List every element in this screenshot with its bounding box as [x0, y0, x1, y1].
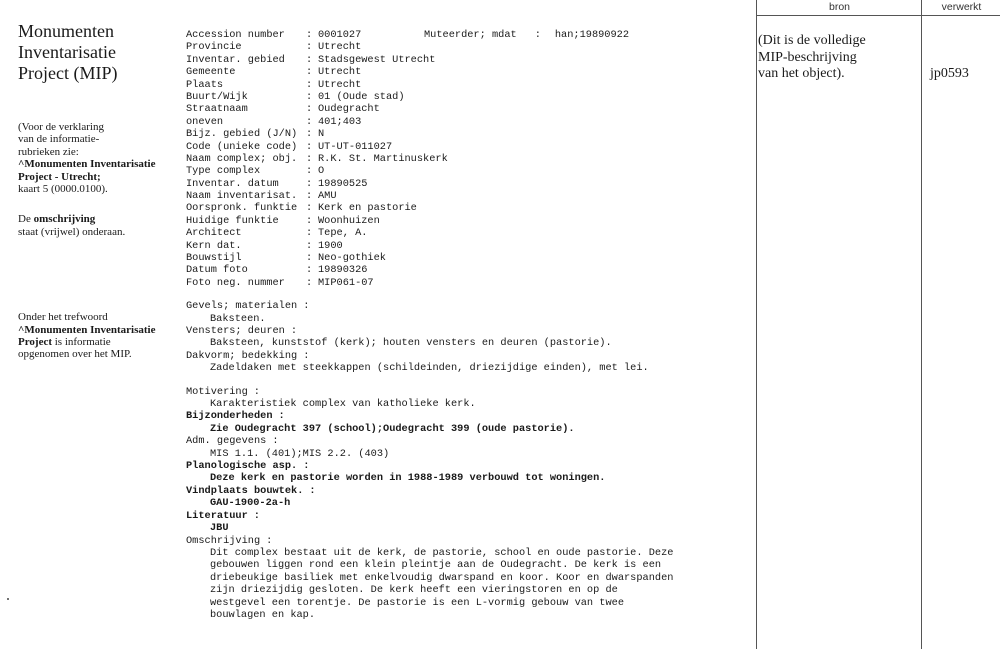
section-heading [186, 435, 756, 447]
section-body: Zie Oudegracht 397 (school);Oudegracht 399 (oude pastorie). [210, 422, 575, 435]
field-row [186, 240, 756, 252]
field-label: Type complex [186, 165, 261, 178]
section-heading-text: Literatuur [186, 509, 248, 522]
field-value: 19890525 [318, 177, 368, 190]
field-label: Bouwstijl [186, 252, 242, 265]
left-column [18, 21, 178, 373]
field-value: Kerk en pastorie [318, 202, 417, 215]
note-bold: omschrijving [33, 213, 96, 226]
section [186, 435, 756, 460]
field-separator: : [306, 239, 313, 252]
section-body: JBU [210, 522, 229, 535]
section-heading-text: Adm. gegevens [186, 435, 267, 448]
section-heading [186, 410, 756, 422]
field-row [186, 29, 756, 41]
field-label: Huidige funktie [186, 214, 279, 227]
field-label: Foto neg. nummer [186, 276, 285, 289]
section-heading-text: Planologische asp. [186, 460, 298, 473]
field-value: 401;403 [318, 115, 362, 128]
reference-link[interactable]: Project [18, 336, 52, 349]
field-separator: : [306, 90, 313, 103]
field-value: han;19890922 [554, 29, 630, 41]
field-value: Utrecht [318, 41, 362, 54]
field-label: Inventar. datum [186, 177, 279, 190]
field-label: Code (unieke code) [186, 140, 298, 153]
section-heading-text: Bijzonderheden [186, 410, 273, 423]
side-table [756, 0, 1000, 649]
field-value: Utrecht [318, 66, 362, 79]
field-value: UT-UT-011027 [318, 140, 393, 153]
section-heading-text: Omschrijving [186, 534, 261, 547]
field-separator: : [306, 177, 313, 190]
section-body: Deze kerk en pastorie worden in 1988-1989 verbouwd tot woningen. [210, 472, 606, 485]
bron-header: bron [757, 0, 922, 16]
field-label: Accession number [186, 29, 285, 41]
field-value: Neo-gothiek [318, 252, 386, 265]
field-row [186, 202, 756, 214]
field-row [186, 116, 756, 128]
section [186, 535, 756, 622]
section-separator: : [266, 534, 273, 547]
verwerkt-header: verwerkt [922, 0, 1000, 16]
verwerkt-code: jp0593 [930, 66, 969, 81]
field-separator: : [306, 252, 313, 265]
field-separator: : [306, 227, 313, 240]
field-separator: : [306, 165, 313, 178]
field-label: Buurt/Wijk [186, 90, 248, 103]
field-row [186, 41, 756, 53]
sections-list [186, 386, 756, 622]
note-line: Onder het trefwoord [18, 311, 108, 324]
field-label: Plaats [186, 78, 224, 91]
field-separator: : [306, 78, 313, 91]
section-separator: : [278, 410, 285, 423]
section [186, 325, 756, 350]
section [186, 386, 756, 411]
section-heading [186, 300, 756, 312]
field-value: 01 (Oude stad) [318, 90, 405, 103]
field-list [186, 29, 756, 289]
field-label: Architect [186, 227, 242, 240]
description-note [18, 213, 178, 238]
field-separator: : [306, 128, 313, 141]
field-separator: : [306, 66, 313, 79]
field-separator: : [306, 202, 313, 215]
field-row [186, 252, 756, 264]
bron-column [756, 0, 922, 649]
field-value: R.K. St. Martinuskerk [318, 152, 448, 165]
field-row [186, 227, 756, 239]
document-title [18, 21, 178, 84]
note-text: is informatie [52, 336, 111, 349]
field-value: AMU [318, 190, 337, 203]
reference-link[interactable]: ^Monumenten Inventarisatie [18, 158, 156, 171]
field-value: MIP061-07 [318, 276, 374, 289]
section-body: Dit complex bestaat uit de kerk, de pastorie, school en oude pastorie. Deze gebouwen liggen rond een klein pleintje aan de Oudegracht. De kerk is een driebeukige basiliek met enkelvoudig dwarspand en koor. Koor en dwarspanden zijn driezijdig gesloten. De kerk heeft een vieringstoren en op de westgevel een torentje. De pastorie is een L-vormig gebouw van twee bouwlagen en kap. [210, 546, 674, 621]
field-row [186, 66, 756, 78]
field-label: Inventar. gebied [186, 53, 285, 66]
section-heading [186, 535, 756, 547]
field-row [186, 165, 756, 177]
field-row [186, 54, 756, 66]
field-separator: : [306, 140, 313, 153]
reference-link[interactable]: ^Monumenten Inventarisatie [18, 323, 156, 336]
section-heading-text: Vindplaats bouwtek. [186, 484, 304, 497]
field-separator: : [534, 29, 541, 41]
field-separator: : [306, 115, 313, 128]
bron-line: MIP-beschrijving [758, 49, 857, 65]
section-separator: : [303, 349, 310, 362]
section-separator: : [290, 325, 298, 338]
reference-link[interactable]: Project - Utrecht; [18, 170, 101, 183]
section [186, 485, 756, 510]
field-label: Naam inventarisat. [186, 190, 298, 203]
field-label: Kern dat. [186, 239, 242, 252]
keyword-note [18, 311, 178, 361]
record-block [186, 29, 756, 621]
section-separator: : [303, 460, 310, 473]
section-heading-text: Vensters; deuren [186, 325, 285, 338]
field-label: Bijz. gebied (J/N) [186, 128, 298, 141]
note-text: De [18, 213, 34, 226]
field-value: Stadsgewest Utrecht [318, 53, 436, 66]
field-label: Muteerder; mdat [424, 29, 517, 41]
section [186, 350, 756, 375]
field-value: Oudegracht [318, 103, 380, 116]
section-heading [186, 350, 756, 362]
section-heading-text: Gevels; materialen [186, 300, 298, 313]
field-label: oneven [186, 115, 224, 128]
section [186, 460, 756, 485]
field-label: Straatnaam [186, 103, 248, 116]
field-value: 0001027 [318, 29, 362, 41]
field-row [186, 178, 756, 190]
section-body: Karakteristiek complex van katholieke kerk. [210, 398, 476, 411]
field-separator: : [306, 41, 313, 54]
field-row [186, 153, 756, 165]
note-line: rubrieken zie: [18, 145, 79, 158]
section-body: Baksteen, kunststof (kerk); houten vensters en deuren (pastorie). [210, 337, 612, 350]
field-row [186, 79, 756, 91]
field-label: Datum foto [186, 264, 248, 277]
field-label: Provincie [186, 41, 242, 54]
field-label: Naam complex; obj. [186, 152, 298, 165]
section-separator: : [272, 435, 279, 448]
field-value: Woonhuizen [318, 214, 380, 227]
field-row [186, 91, 756, 103]
field-value: Tepe, A. [318, 227, 368, 240]
field-separator: : [306, 276, 313, 289]
field-row [186, 215, 756, 227]
bron-line: (Dit is de volledige [758, 33, 866, 48]
section-heading-text: Dakvorm; bedekking [186, 349, 298, 362]
field-label: Oorspronk. funktie [186, 202, 298, 215]
field-separator: : [306, 152, 313, 165]
section [186, 510, 756, 535]
field-separator: : [306, 264, 313, 277]
section-separator: : [253, 509, 260, 522]
section-separator: : [309, 484, 316, 497]
title-line: Monumenten [18, 21, 114, 41]
note-line: van de informatie- [18, 133, 100, 146]
section-heading [186, 460, 756, 472]
field-row [186, 103, 756, 115]
field-row [186, 264, 756, 276]
field-value: 1900 [318, 239, 343, 252]
field-separator: : [306, 103, 313, 116]
field-label: Gemeente [186, 66, 236, 79]
field-row [186, 190, 756, 202]
section [186, 300, 756, 325]
explanation-note [18, 121, 178, 195]
bron-text [757, 16, 922, 83]
verwerkt-column [921, 0, 1000, 649]
section-body: Zadeldaken met steekkappen (schildeinden, driezijdige einden), met lei. [210, 362, 649, 375]
field-value: O [318, 165, 325, 178]
section-heading [186, 510, 756, 522]
field-row [186, 141, 756, 153]
section-body: Baksteen. [210, 312, 266, 325]
section-separator: : [303, 300, 310, 313]
title-line: Inventarisatie [18, 42, 116, 62]
field-separator: : [306, 190, 313, 203]
field-row [186, 277, 756, 289]
field-separator: : [306, 29, 313, 41]
section-separator: : [253, 385, 260, 398]
field-row [186, 128, 756, 140]
bron-line: van het object). [758, 66, 845, 81]
section-body: GAU-1900-2a-h [210, 497, 291, 510]
field-value: Utrecht [318, 78, 362, 91]
section-heading [186, 386, 756, 398]
field-separator: : [306, 214, 313, 227]
section-heading [186, 485, 756, 497]
note-line: opgenomen over het MIP. [18, 348, 132, 361]
field-separator: : [306, 53, 313, 66]
note-line: kaart 5 (0000.0100). [18, 183, 108, 196]
section-heading-text: Motivering [186, 385, 248, 398]
note-line: (Voor de verklaring [18, 121, 104, 133]
field-value: N [318, 128, 325, 141]
scan-speck [7, 598, 9, 600]
title-line: Project (MIP) [18, 63, 118, 83]
materials-list [186, 300, 756, 374]
section-body: MIS 1.1. (401);MIS 2.2. (403) [210, 447, 390, 460]
section-heading [186, 325, 756, 337]
field-value: 19890326 [318, 264, 368, 277]
section [186, 410, 756, 435]
note-line: staat (vrijwel) onderaan. [18, 225, 126, 238]
